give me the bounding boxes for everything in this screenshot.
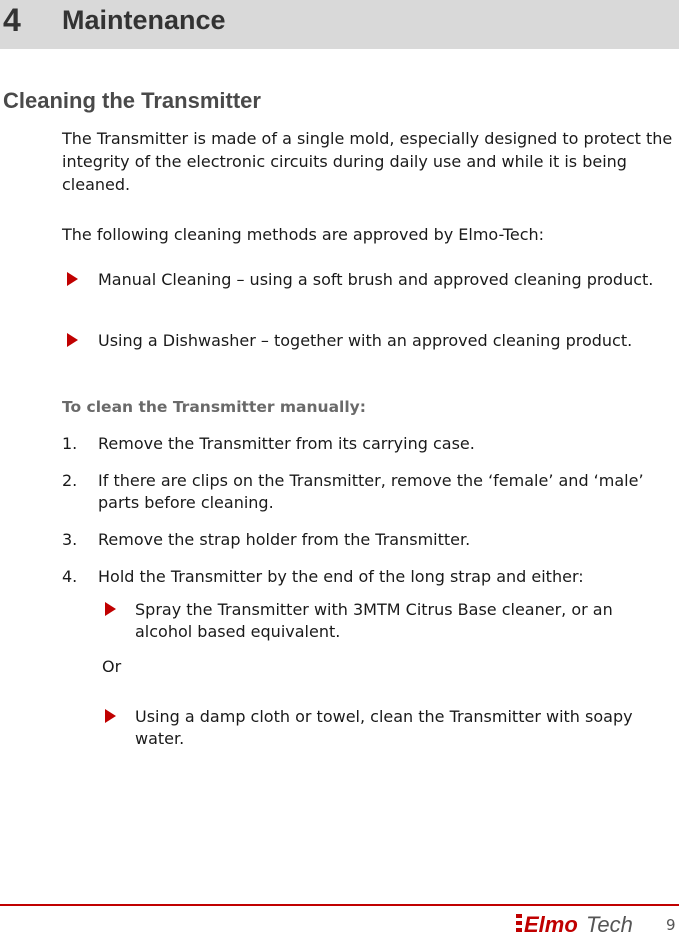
or-separator: Or (102, 657, 122, 676)
chapter-header-bar (0, 0, 679, 49)
intro-paragraph-2: The following cleaning methods are approved by Elmo-Tech: (62, 225, 545, 244)
red-triangle-bullet-icon (105, 602, 116, 616)
page-number: 9 (666, 916, 676, 934)
step-text: Remove the Transmitter from its carrying case. (98, 434, 475, 453)
red-triangle-bullet-icon (67, 333, 78, 347)
step-text: Remove the strap holder from the Transmitter. (98, 530, 471, 549)
step-text: Hold the Transmitter by the end of the long strap and either: (98, 567, 584, 586)
step-number: 1. (62, 434, 78, 453)
step-number: 2. (62, 471, 78, 490)
red-triangle-bullet-icon (67, 272, 78, 286)
method-item-manual: Manual Cleaning – using a soft brush and approved cleaning product. (98, 270, 654, 289)
svg-text:Tech: Tech (586, 912, 633, 937)
section-title: Cleaning the Transmitter (3, 88, 261, 113)
step-number: 4. (62, 567, 78, 586)
method-item-dishwasher: Using a Dishwasher – together with an approved cleaning product. (98, 331, 633, 350)
intro-paragraph-1: The Transmitter is made of a single mold, especially designed to protect the integrity of the electronic circuits during daily use and while it is being cleaned. (62, 129, 673, 194)
red-triangle-bullet-icon (105, 709, 116, 723)
option-item-damp-cloth: Using a damp cloth or towel, clean the Transmitter with soapy water. (135, 707, 633, 748)
procedure-heading: To clean the Transmitter manually: (62, 398, 366, 416)
footer-rule (0, 904, 679, 906)
step-text: If there are clips on the Transmitter, remove the ‘female’ and ‘male’ parts before cleaning. (98, 471, 644, 512)
option-item-spray: Spray the Transmitter with 3MTM Citrus Base cleaner, or an alcohol based equivalent. (135, 600, 613, 641)
step-number: 3. (62, 530, 78, 549)
svg-text:Elmo: Elmo (524, 912, 578, 937)
chapter-number: 4 (3, 2, 21, 38)
elmotech-logo (514, 910, 660, 937)
chapter-title: Maintenance (62, 5, 226, 35)
